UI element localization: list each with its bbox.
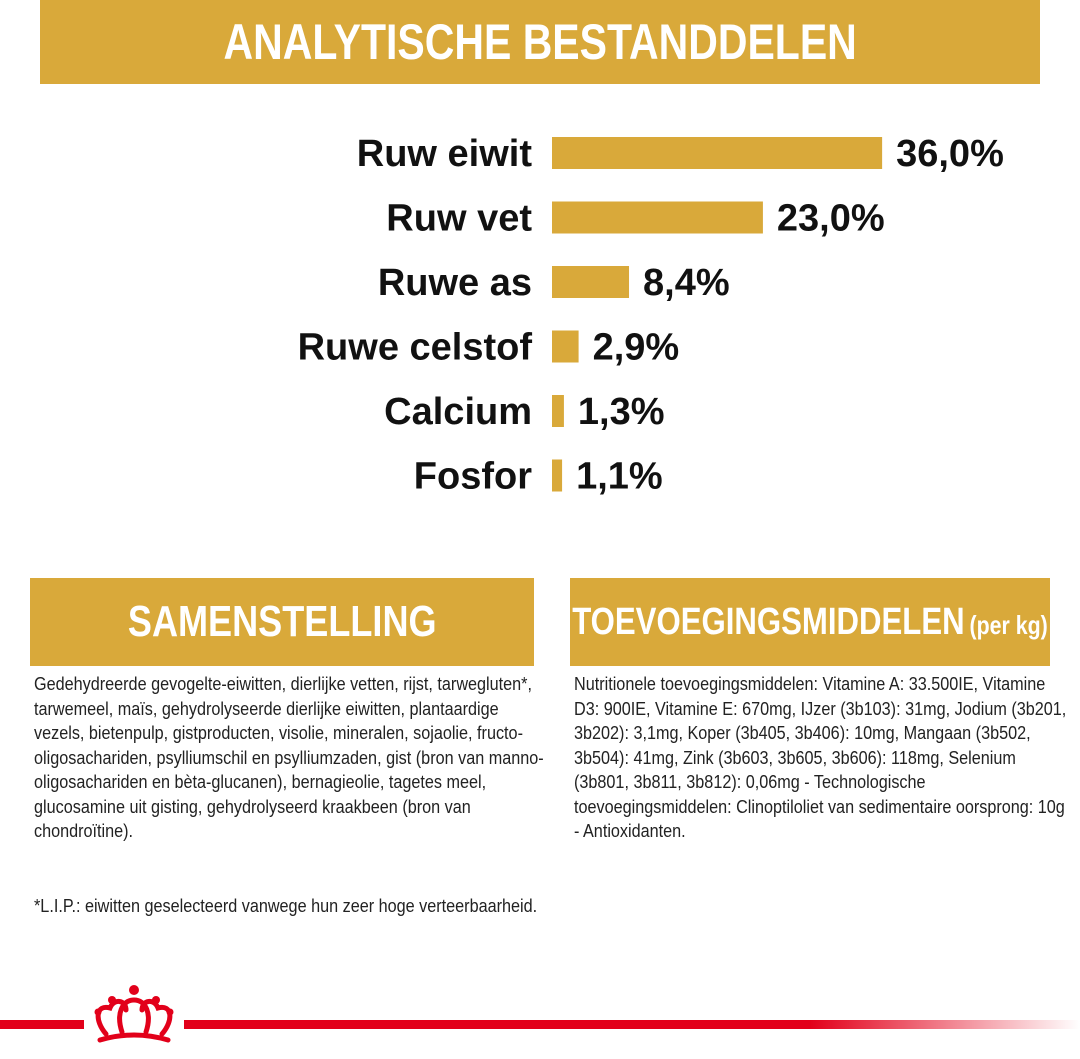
value-label: 8,4% — [643, 262, 730, 304]
category-label: Ruwe as — [377, 262, 532, 304]
footer — [0, 970, 1080, 1053]
category-label: Ruw vet — [386, 197, 532, 240]
category-label: Ruwe celstof — [297, 326, 532, 369]
additives-title: TOEVOEGINGSMIDDELEN — [572, 600, 965, 643]
additives-title-suffix: (per kg) — [969, 609, 1048, 640]
bar — [552, 331, 579, 363]
composition-text-block — [34, 672, 554, 844]
page-title: ANALYTISCHE BESTANDDELEN — [223, 14, 857, 70]
chart-row — [386, 198, 884, 240]
value-label: 1,1% — [576, 455, 663, 498]
value-label: 36,0% — [896, 133, 1004, 175]
chart-row — [298, 327, 680, 369]
additives-text-block — [574, 672, 1074, 844]
bar — [552, 137, 882, 169]
category-label: Calcium — [384, 391, 532, 433]
samenstelling-banner — [30, 578, 534, 666]
lip-note: *L.I.P.: eiwitten geselecteerd vanwege hun zeer hoge verteerbaarheid. — [34, 896, 538, 916]
bar — [552, 460, 562, 492]
composition-text: Gedehydreerde gevogelte-eiwitten, dierlijke vetten, rijst, tarwegluten*, tarwemeel, maïs, gehydrolyseerde dierlijke eiwitten, plantaardige vezels, bietenpulp, gistproducten, visolie, mineralen, sojaolie, fructo-oligosachariden, psylliumschil en psylliumzaden, gist (bron van manno-oligosachariden en bèta-glucanen), bernagieolie, tagetes meel, glucosamine uit gisting, gehydrolyseerd kraakbeen (bron van chondroïtine). — [34, 674, 544, 841]
category-label: Fosfor — [413, 455, 532, 498]
analytical-bar-chart — [0, 100, 1080, 530]
additives-banner — [570, 578, 1050, 666]
lip-note-block — [34, 894, 554, 919]
chart-row — [384, 391, 664, 433]
value-label: 2,9% — [592, 326, 680, 369]
value-label: 23,0% — [776, 197, 885, 240]
chart-row — [414, 456, 663, 498]
bar — [552, 266, 629, 298]
chart-svg — [0, 100, 1080, 530]
additives-text: Nutritionele toevoegingsmiddelen: Vitamine A: 33.500IE, Vitamine D3: 900IE, Vitamine E: 670mg, IJzer (3b103): 31mg, Jodium (3b201, 3b202): 3,1mg, Koper (3b405, 3b406): 10mg, Mangaan (3b502, 3b504): 41mg, Zink (3b603, 3b605, 3b606): 118mg, Selenium (3b801, 3b811, 3b812): 0,06mg - Technologische toevoegingsmiddelen: Clinoptiloliet van sedimentaire oorsprong: 10g - Antioxidanten. — [574, 674, 1067, 841]
crown-icon — [84, 978, 184, 1054]
chart-row — [357, 133, 1004, 175]
analytical-constituents-banner — [40, 0, 1040, 84]
chart-row — [378, 262, 730, 304]
bar — [552, 395, 564, 427]
value-label: 1,3% — [577, 391, 665, 433]
category-label: Ruw eiwit — [356, 133, 532, 175]
samenstelling-title: SAMENSTELLING — [127, 597, 437, 646]
bar — [552, 202, 763, 234]
